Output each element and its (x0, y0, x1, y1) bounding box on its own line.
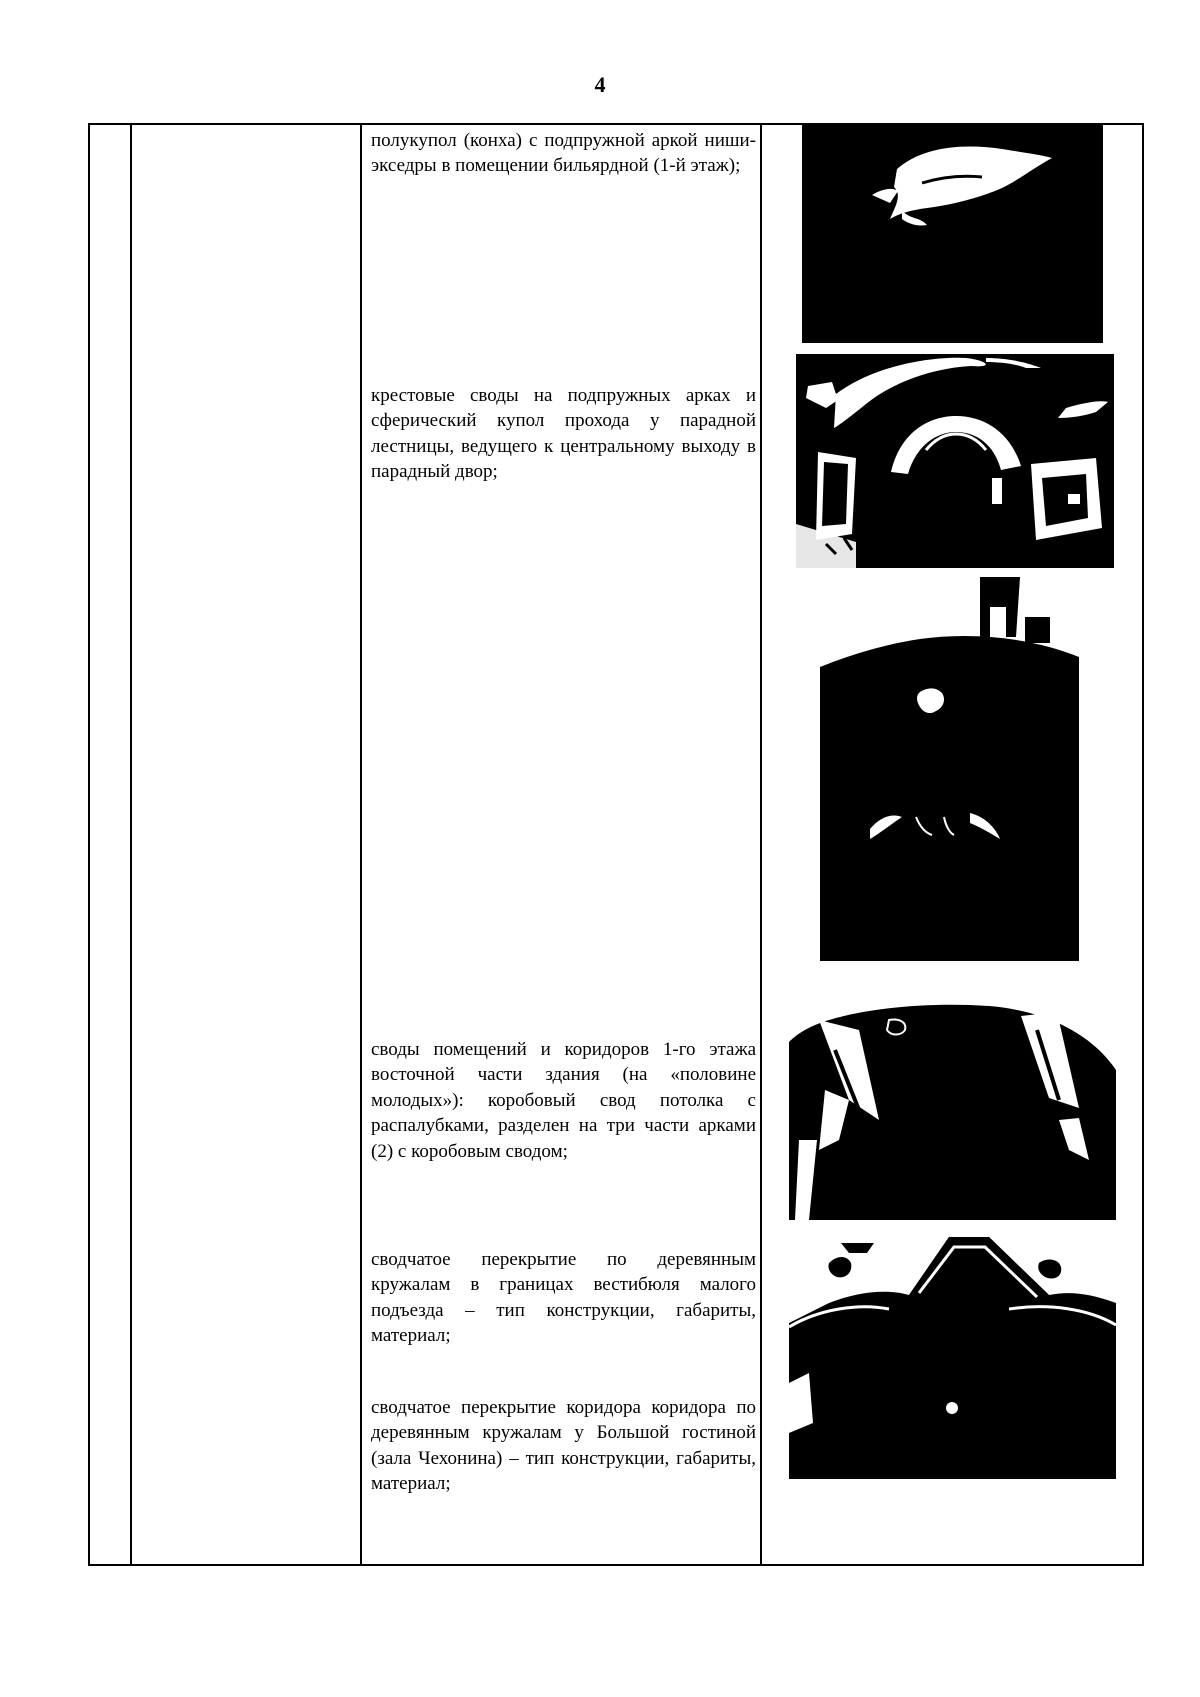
photo-billiard-room-half-dome (802, 125, 1103, 343)
item-text-3: своды помещений и коридоров 1-го этажа восточной части здания (на «половине молодых»): коробовый свод потолка с распалубками, разделен на три части арками (2) с коробовым сводом; (371, 1039, 756, 1162)
item-text-5: сводчатое перекрытие коридора коридора по деревянным кружалам у Большой гостиной (зала Чехонина) – тип конструкции, габариты, материал; (371, 1397, 756, 1495)
photo-east-wing-vaults (789, 990, 1116, 1220)
page-number: 4 (594, 72, 606, 97)
column-divider-3 (760, 123, 762, 1566)
photo-passage-spherical-dome (820, 577, 1079, 961)
photo-passage-cross-vaults (796, 354, 1114, 568)
item-text-4: сводчатое перекрытие по деревянным кружалам в границах вестибюля малого подъезда – тип конструкции, габариты, материал; (371, 1249, 756, 1347)
item-text-1: полукупол (конха) с подпружной аркой ниши-экседры в помещении бильярдной (1-й этаж); (371, 130, 756, 177)
item-text-2: крестовые своды на подпружных арках и сферический купол прохода у парадной лестницы, ведущего к центральному выходу в парадный двор; (371, 385, 756, 483)
column-divider-1 (130, 123, 132, 1566)
photo-small-vestibule-vault (789, 1233, 1116, 1479)
column-divider-2 (360, 123, 362, 1566)
